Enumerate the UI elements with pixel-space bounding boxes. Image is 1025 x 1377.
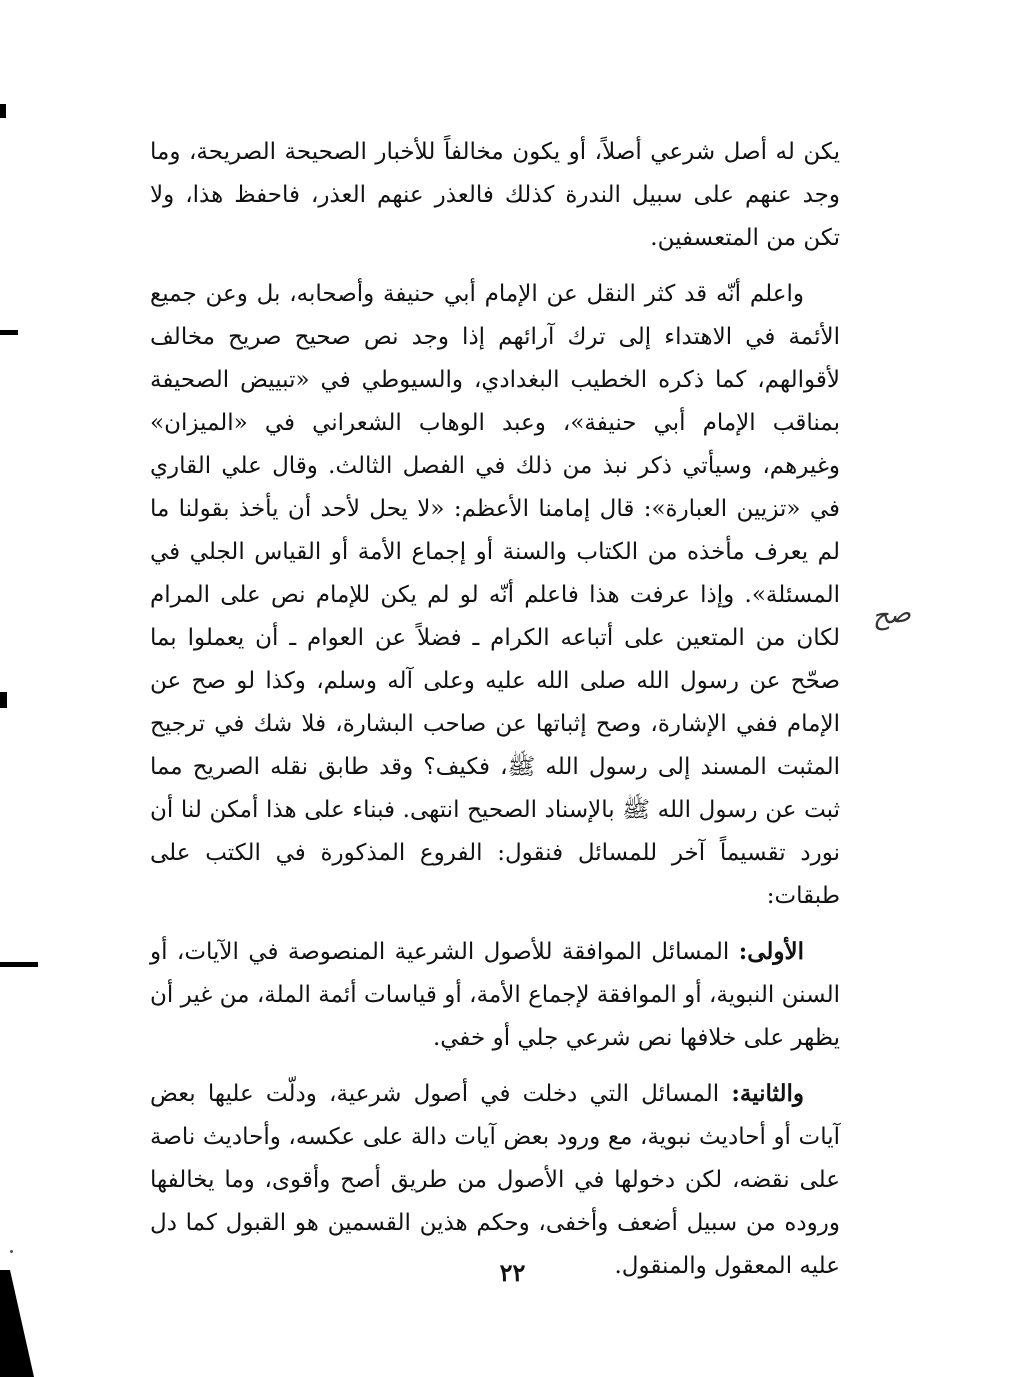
scan-artifact — [10, 1250, 13, 1253]
paragraph-1 — [150, 130, 840, 260]
paragraph-2 — [150, 272, 840, 918]
scan-artifact — [0, 104, 6, 118]
paragraph-text: المسائل التي دخلت في أصول شرعية، ودلّت عليها بعض آيات أو أحاديث نبوية، مع ورود بعض آيات دالة على عكسه، وأحاديث ناصة على نقضه، لكن دخولها في الأصول من طريق أصح وأقوى، وما يخالفها وروده من سبيل أضعف وأخفى، وحكم هذين القسمين هو القبول كما دل عليه المعقول والمنقول. — [150, 1081, 840, 1279]
paragraph-lead: والثانية: — [731, 1080, 804, 1107]
scan-artifact — [0, 692, 7, 708]
paragraph-text: واعلم أنّه قد كثر النقل عن الإمام أبي حنيفة وأصحابه، بل وعن جميع الأئمة في الاهتداء إلى ترك آرائهم إذا وجد نص صحيح صريح مخالف لأقوالهم، كما ذكره الخطيب البغدادي، والسيوطي في «تبييض الصحيفة بمناقب الإمام أبي حنيفة»، وعبد الوهاب الشعراني في «الميزان» وغيرهم، وسيأتي ذكر نبذ من ذلك في الفصل الثالث. وقال علي القاري في «تزيين العبارة»: قال إمامنا الأعظم: «لا يحل لأحد أن يأخذ بقولنا ما لم يعرف مأخذه من الكتاب والسنة أو إجماع الأمة أو القياس الجلي في المسئلة». وإذا عرفت هذا فاعلم أنّه لو لم يكن للإمام نص على المرام لكان من المتعين على أتباعه الكرام ـ فضلاً عن العوام ـ أن يعملوا بما صحّح عن رسول الله صلى الله عليه وعلى آله وسلم، وكذا لو صح عن الإمام ففي الإشارة، وصح إثباتها عن صاحب البشارة، فلا شك في ترجيح المثبت المسند إلى رسول الله ﷺ، فكيف؟ وقد طابق نقله الصريح مما ثبت عن رسول الله ﷺ بالإسناد الصحيح انتهى. فبناء على هذا أمكن لنا أن نورد تقسيماً آخر للمسائل فنقول: الفروع المذكورة في الكتب على طبقات: — [150, 281, 840, 909]
paragraph-lead: الأولى: — [738, 938, 804, 965]
paragraph-4 — [150, 1072, 840, 1288]
body-text — [150, 130, 840, 1300]
margin-annotation: صح — [870, 598, 913, 632]
paragraph-text: المسائل الموافقة للأصول الشرعية المنصوصة في الآيات، أو السنن النبوية، أو الموافقة لإجماع الأمة، أو قياسات أئمة الملة، من غير أن يظهر على خلافها نص شرعي جلي أو خفي. — [150, 939, 840, 1051]
scan-artifact — [0, 330, 18, 335]
paragraph-text: يكن له أصل شرعي أصلاً، أو يكون مخالفاً للأخبار الصحيحة الصريحة، وما وجد عنهم على سبيل الندرة كذلك فالعذر عنهم العذر، فاحفظ هذا، ولا تكن من المتعسفين. — [150, 139, 840, 251]
scan-artifact — [0, 962, 38, 967]
page-number: ٢٢ — [499, 1258, 526, 1287]
paragraph-3 — [150, 930, 840, 1060]
